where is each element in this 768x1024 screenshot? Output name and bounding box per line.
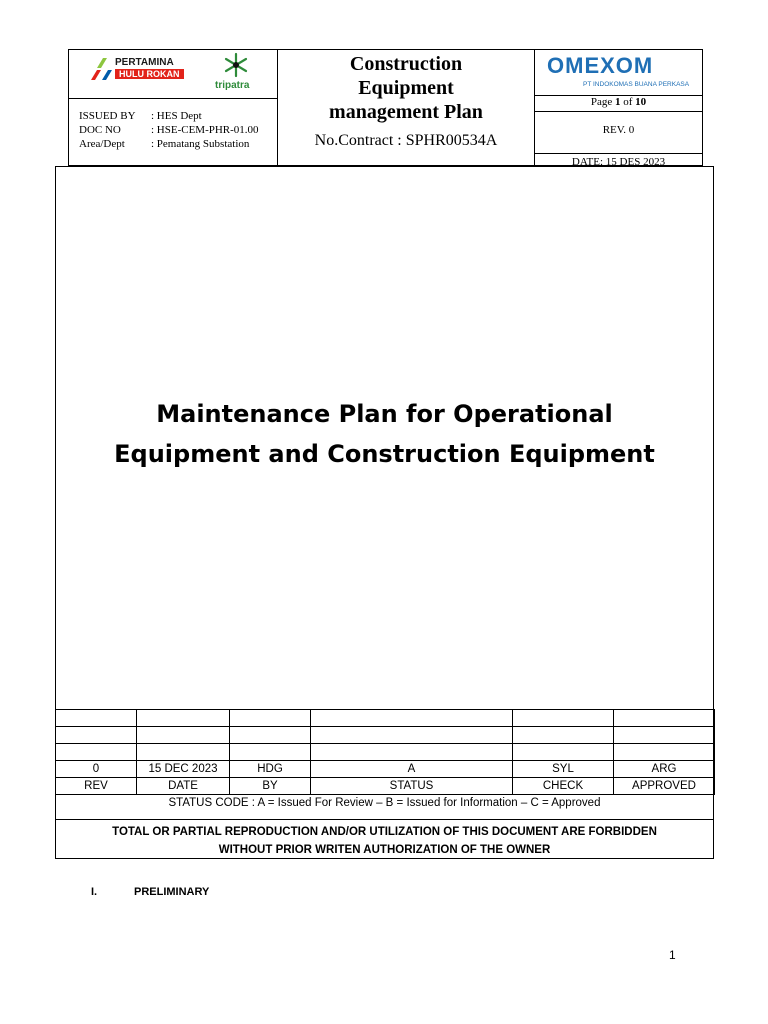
reproduction-notice-line2: WITHOUT PRIOR WRITEN AUTHORIZATION OF THE OWNER [218,844,551,856]
pertamina-logo-icon [89,58,113,84]
table-row [56,761,715,778]
area-label: Area/Dept [79,138,125,150]
reproduction-notice-line1: TOTAL OR PARTIAL REPRODUCTION AND/OR UTILIZATION OF THIS DOCUMENT ARE FORBIDDEN [112,826,657,838]
document-title-line1: Maintenance Plan for Operational [156,400,613,428]
page-total: 10 [635,96,647,108]
page-number: 1 [669,948,676,962]
header-title-line3: management Plan [329,101,483,123]
section-title: PRELIMINARY [134,886,210,898]
doc-no-row [79,123,259,137]
omexom-logo-cell [534,49,703,96]
issued-by-value: : HES Dept [151,110,202,122]
revision-table [55,709,715,795]
hulu-rokan-label: HULU ROKAN [115,69,184,79]
section-heading [91,886,209,898]
header-date: DATE: 15 DES 2023 [534,153,703,166]
tripatra-label: tripatra [215,80,250,91]
rev-cell: 0 [56,761,137,778]
status-code-legend: STATUS CODE : A = Issued For Review – B = Issued for Information – C = Approved [55,794,714,818]
section-number: I. [91,886,98,898]
header-approved: APPROVED [614,778,715,795]
header-title-line1: Construction [349,53,463,75]
approved-cell: ARG [614,761,715,778]
header-check: CHECK [513,778,614,795]
reproduction-notice [55,819,714,859]
tripatra-logo-icon [221,52,251,78]
header-status: STATUS [311,778,513,795]
header-date: DATE [137,778,230,795]
by-cell: HDG [230,761,311,778]
omexom-logo: OMEXOM [547,53,654,78]
doc-no-value: : HSE-CEM-PHR-01.00 [151,124,259,136]
page-current: 1 [614,96,621,108]
header-title-line2: Equipment [358,77,454,99]
pertamina-name: PERTAMINA [115,57,174,68]
page-indicator [534,95,703,112]
area-value: : Pematang Substation [151,138,250,150]
table-row-empty [56,727,715,744]
omexom-company: PT INDOKOMAS BUANA PERKASA [583,81,690,88]
table-row-empty [56,744,715,761]
page-prefix: Page [590,96,613,108]
table-row-empty [56,710,715,727]
status-cell: A [311,761,513,778]
check-cell: SYL [513,761,614,778]
area-row [79,137,249,151]
table-header-row [56,778,715,795]
doc-no-label: DOC NO [79,124,121,136]
header-title [277,52,535,124]
page-of: of [623,96,633,108]
header-by: BY [230,778,311,795]
issued-by-row [79,109,202,123]
header-logo-cell [68,49,278,99]
header-rev: REV [56,778,137,795]
revision-label: REV. 0 [534,111,703,154]
issued-by-label: ISSUED BY [79,110,136,122]
document-title [55,394,714,474]
document-title-line2: Equipment and Construction Equipment [114,440,655,468]
date-cell: 15 DEC 2023 [137,761,230,778]
header-info-cell [68,98,278,166]
contract-number: No.Contract : SPHR00534A [314,132,498,149]
